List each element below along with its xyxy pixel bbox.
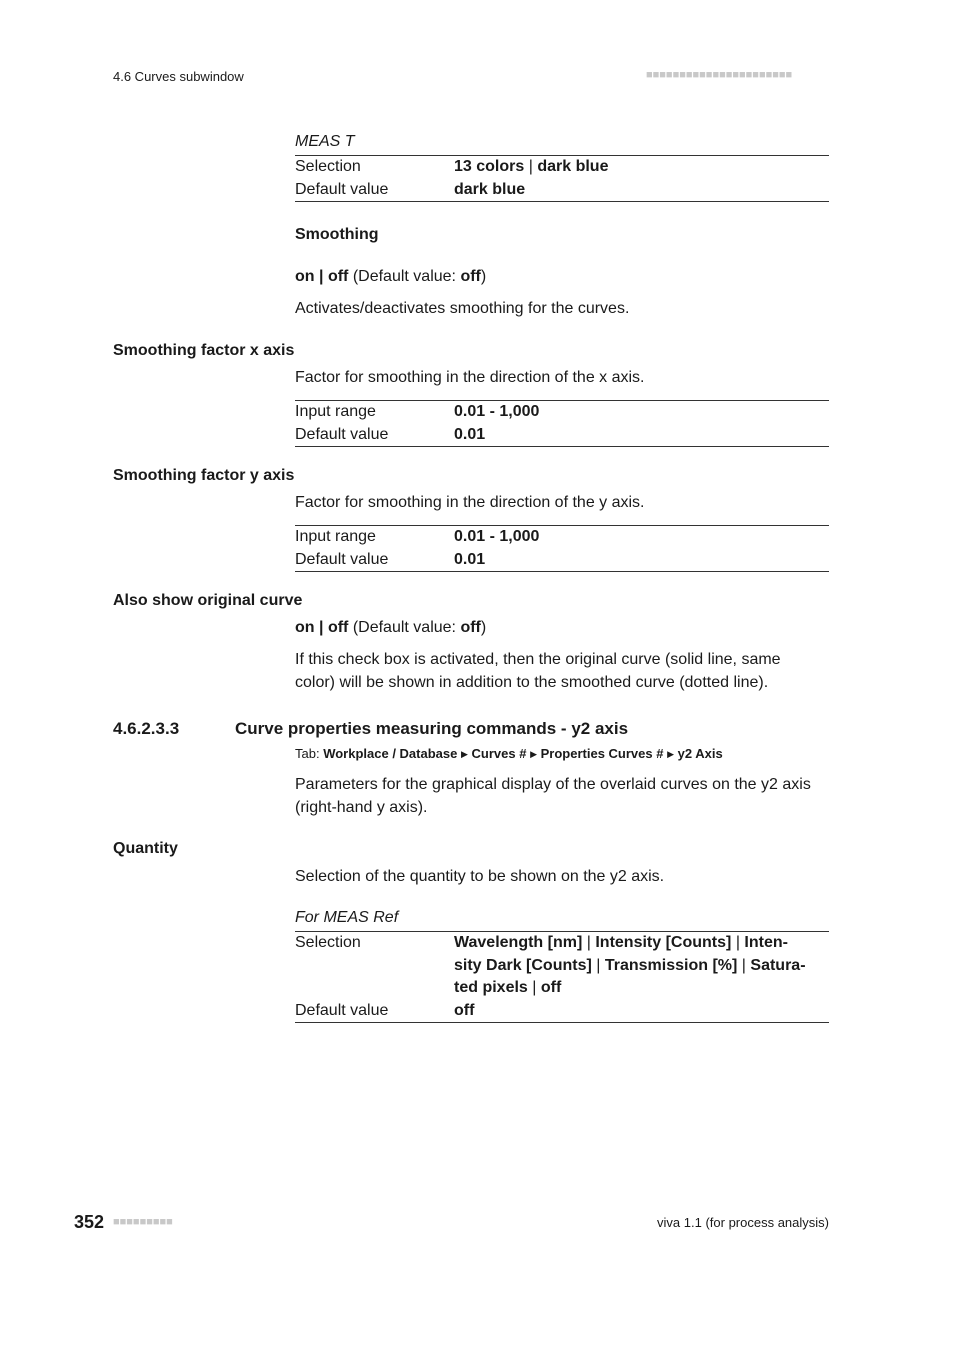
option-on: on [295, 268, 315, 285]
selection-label: Selection [295, 158, 361, 175]
default-value: dark blue [454, 180, 526, 198]
smoothing-heading: Smoothing [295, 226, 379, 243]
description-line: color) will be shown in addition to the smoothed curve (dotted line). [295, 673, 769, 691]
selection-option: 13 colors [454, 158, 525, 175]
footer-dots: ■■■■■■■■■ [113, 1216, 173, 1228]
default-prefix: (Default value: [352, 619, 461, 636]
range-label: Input range [295, 528, 376, 545]
section-number: 4.6.2.3.3 [113, 719, 180, 738]
table-row [295, 526, 829, 549]
meas-t-table [295, 155, 829, 202]
quantity-description: Selection of the quantity to be shown on the y2 axis. [295, 868, 665, 885]
page-number: 352 [74, 1212, 105, 1232]
running-header-dots: ■■■■■■■■■■■■■■■■■■■■■■ [646, 69, 793, 81]
tab-prefix: Tab: [295, 746, 320, 761]
table-row [295, 424, 829, 447]
footer-product: viva 1.1 (for process analysis) [657, 1215, 829, 1230]
original-curve-heading: Also show original curve [113, 592, 303, 609]
default-label: Default value [295, 550, 389, 568]
quantity-caption: For MEAS Ref [295, 909, 399, 926]
option-off: off [327, 268, 349, 285]
selection-option: Satura- [750, 956, 806, 974]
original-curve-description [295, 649, 829, 694]
description-line: (right-hand y axis). [295, 798, 428, 816]
default-suffix: ) [480, 619, 487, 636]
description-line: Parameters for the graphical display of the overlaid curves on the y2 axis [295, 776, 811, 793]
default-value: off [454, 1001, 475, 1019]
selection-option: off [540, 979, 562, 996]
original-curve-options [295, 617, 829, 640]
default-value: 0.01 [454, 425, 486, 443]
table-row [295, 932, 829, 1000]
breadcrumb-item: Workplace / Database [323, 746, 458, 761]
selection-option: Intensity [Counts] [595, 934, 732, 951]
smoothing-x-heading: Smoothing factor x axis [113, 342, 295, 359]
quantity-table [295, 931, 829, 1023]
section-description [295, 774, 829, 819]
default-label: Default value [295, 180, 389, 198]
selection-option: Transmission [%] [604, 956, 738, 974]
tab-breadcrumb [295, 746, 829, 761]
running-header-section: 4.6 Curves subwindow [113, 69, 244, 84]
separator: | [741, 956, 746, 974]
description-line: If this check box is activated, then the original curve (solid line, same [295, 651, 781, 668]
selection-option: Wavelength [nm] [454, 934, 583, 951]
option-off: off [327, 619, 349, 636]
table-row [295, 1000, 829, 1023]
table-row [295, 549, 829, 572]
selection-value [454, 156, 829, 179]
table-row [295, 401, 829, 424]
range-label: Input range [295, 403, 376, 420]
selection-option: dark blue [537, 158, 609, 175]
breadcrumb-arrow-icon: ▶ [460, 749, 468, 759]
separator: | [596, 956, 601, 974]
default-label: Default value [295, 425, 389, 443]
smoothing-y-table [295, 525, 829, 572]
selection-option: ted pixels [454, 979, 528, 996]
separator: | [528, 158, 533, 175]
selection-option: Inten- [744, 934, 788, 951]
selection-option: sity Dark [Counts] [454, 956, 592, 974]
smoothing-x-description: Factor for smoothing in the direction of the x axis. [295, 369, 645, 386]
separator: | [735, 934, 740, 951]
meas-t-caption: MEAS T [295, 133, 355, 150]
smoothing-x-table [295, 400, 829, 447]
default-prefix: (Default value: [352, 268, 461, 285]
selection-value [454, 932, 829, 1000]
default-value: 0.01 [454, 550, 486, 568]
default-suffix: ) [480, 268, 487, 285]
option-on: on [295, 619, 315, 636]
separator: | [319, 268, 324, 285]
breadcrumb-item: Curves # [471, 746, 527, 761]
breadcrumb-item: y2 Axis [677, 746, 723, 761]
separator: | [532, 979, 537, 996]
default-value: off [460, 619, 481, 636]
default-label: Default value [295, 1001, 389, 1019]
range-value: 0.01 - 1,000 [454, 403, 540, 420]
smoothing-y-heading: Smoothing factor y axis [113, 467, 295, 484]
default-value: off [460, 268, 481, 285]
separator: | [319, 619, 324, 636]
table-row [295, 156, 829, 179]
range-value: 0.01 - 1,000 [454, 528, 540, 545]
smoothing-description: Activates/deactivates smoothing for the curves. [295, 300, 630, 317]
smoothing-options [295, 266, 829, 289]
quantity-heading: Quantity [113, 840, 178, 857]
breadcrumb-arrow-icon: ▶ [667, 749, 675, 759]
breadcrumb-arrow-icon: ▶ [530, 749, 537, 759]
breadcrumb-item: Properties Curves # [540, 746, 664, 761]
section-title: Curve properties measuring commands - y2 axis [235, 719, 629, 738]
smoothing-y-description: Factor for smoothing in the direction of the y axis. [295, 494, 645, 511]
table-row [295, 179, 829, 202]
selection-label: Selection [295, 934, 361, 951]
separator: | [586, 934, 591, 951]
